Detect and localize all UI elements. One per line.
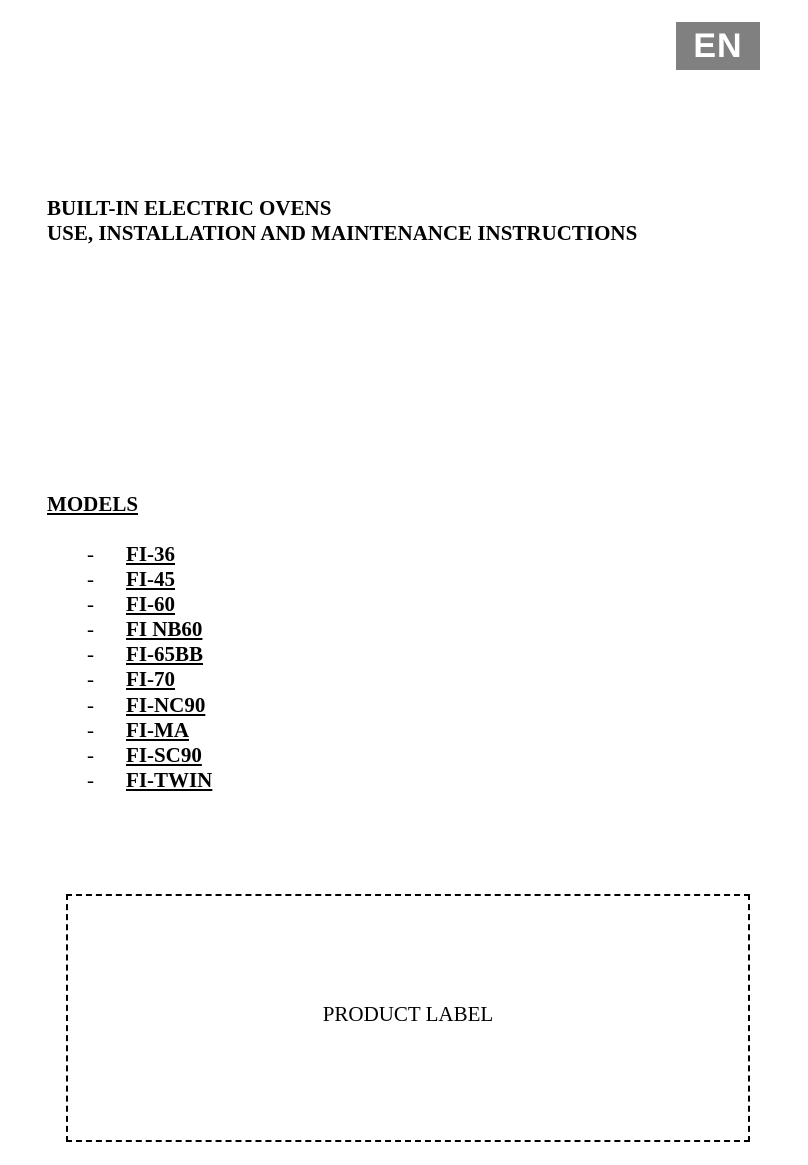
model-list-item bbox=[87, 567, 212, 592]
model-name: FI-TWIN bbox=[126, 767, 213, 792]
model-list-item bbox=[87, 693, 212, 718]
list-bullet: - bbox=[87, 717, 94, 742]
model-name: FI-65BB bbox=[126, 642, 204, 667]
model-name: FI-36 bbox=[126, 542, 175, 566]
list-bullet: - bbox=[87, 542, 94, 566]
model-list-item bbox=[87, 718, 212, 743]
model-list bbox=[87, 542, 212, 793]
list-bullet: - bbox=[87, 617, 94, 642]
product-label-text: PRODUCT LABEL bbox=[322, 1002, 494, 1026]
model-list-item bbox=[87, 542, 212, 567]
model-name: FI-45 bbox=[126, 567, 175, 592]
language-badge: EN bbox=[676, 22, 760, 70]
list-bullet: - bbox=[87, 642, 94, 667]
model-name: FI-NC90 bbox=[126, 692, 206, 717]
list-bullet: - bbox=[87, 667, 94, 692]
list-bullet: - bbox=[87, 742, 94, 767]
list-bullet: - bbox=[87, 692, 94, 717]
model-name: FI-SC90 bbox=[126, 742, 202, 767]
model-list-item bbox=[87, 667, 212, 692]
model-name: FI-MA bbox=[126, 717, 189, 742]
model-name: FI-60 bbox=[126, 592, 175, 617]
product-label-box bbox=[66, 894, 750, 1142]
title-line-2: USE, INSTALLATION AND MAINTENANCE INSTRUCTIONS bbox=[47, 221, 638, 245]
model-list-item bbox=[87, 617, 212, 642]
models-heading: MODELS bbox=[47, 492, 139, 516]
model-list-item bbox=[87, 768, 212, 793]
model-list-item bbox=[87, 642, 212, 667]
model-list-item bbox=[87, 592, 212, 617]
list-bullet: - bbox=[87, 767, 94, 792]
title-line-1: BUILT-IN ELECTRIC OVENS bbox=[47, 196, 332, 220]
model-name: FI NB60 bbox=[126, 617, 203, 642]
document-title bbox=[47, 196, 637, 246]
list-bullet: - bbox=[87, 567, 94, 592]
list-bullet: - bbox=[87, 592, 94, 617]
model-name: FI-70 bbox=[126, 667, 175, 692]
model-list-item bbox=[87, 743, 212, 768]
